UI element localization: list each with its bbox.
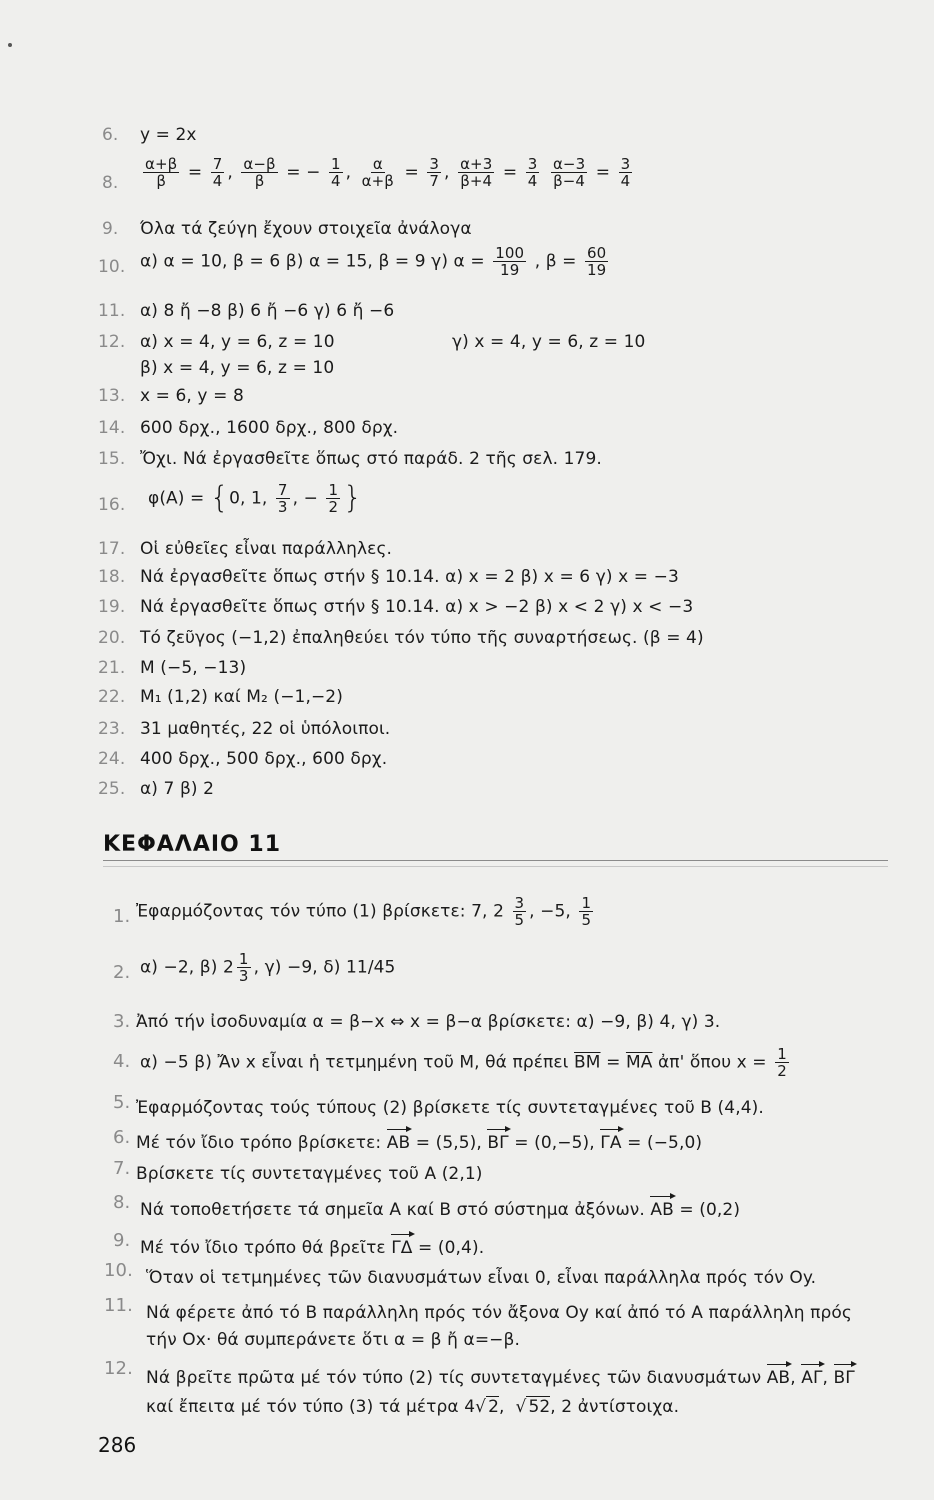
- vector-ab: AB: [766, 1368, 791, 1388]
- answer-number: 18.: [98, 567, 126, 587]
- answer-text: α) x = 4, y = 6, z = 10: [140, 332, 335, 352]
- answer-number: 14.: [98, 418, 126, 438]
- answer-formula: Νά βρεῖτε πρῶτα μέ τόν τύπο (2) τίς συντεταγμένες τῶν διανυσμάτων AB, AΓ, BΓ: [146, 1368, 855, 1388]
- fraction: $\frac{1}{4}$: [330, 155, 341, 190]
- vector-bg: BΓ: [833, 1368, 855, 1388]
- answer-formula: α) −2, β) 2 $\frac{1}{3}$ , γ) −9, δ) 11/45: [140, 950, 396, 985]
- answer-text-part-gamma: γ) x = 4, y = 6, z = 10: [452, 332, 646, 352]
- fraction: $\frac{\alpha+\beta}{\beta}$: [145, 155, 178, 190]
- page-number: 286: [98, 1433, 137, 1457]
- segment-bm: $\overline{BM}$: [574, 1052, 601, 1073]
- answer-text: 400 δρχ., 500 δρχ., 600 δρχ.: [140, 749, 388, 769]
- answer-number: 17.: [98, 539, 126, 559]
- answer-text: Όλα τά ζεύγη ἔχουν στοιχεῖα ἀνάλογα: [140, 219, 472, 239]
- answer-number: 6.: [113, 1127, 131, 1148]
- answer-number: 3.: [113, 1011, 131, 1032]
- chapter-heading: ΚΕΦΑΛΑΙΟ 11: [103, 832, 282, 857]
- answer-formula: $\frac{\alpha+\beta}{\beta}$ = $\frac{7}{4}$ , $\frac{\alpha-\beta}{\beta}$ = − $\frac{1}{4}$ , $\frac{\alpha}{\alpha+\beta}$ = $\frac{3}{7}$ , $\frac{\alpha+3}{\beta+4}$ = $\frac{3}{4}$ $\frac{\alpha-3}{\beta-4}$ = $\frac{3}{4}$: [145, 155, 631, 190]
- fraction: $\frac{\alpha+3}{\beta+4}$: [460, 155, 493, 190]
- answer-text: x = 6, y = 8: [140, 386, 244, 406]
- answer-formula: Νά τοποθετήσετε τά σημεῖα A καί B στό σύστημα ἀξόνων. AB = (0,2): [140, 1200, 741, 1220]
- answer-text: Οἱ εὐθεῖες εἶναι παράλληλες.: [140, 539, 393, 559]
- answer-number: 5.: [113, 1092, 131, 1113]
- answer-number: 9.: [102, 219, 119, 239]
- fraction: $\frac{3}{7}$: [429, 155, 440, 190]
- fraction: $\frac{1}{3}$: [238, 950, 249, 985]
- answer-text: y = 2x: [140, 125, 197, 145]
- fraction: $\frac{3}{4}$: [527, 155, 538, 190]
- answer-text: Ὅταν οἱ τετμημένες τῶν διανυσμάτων εἶναι 0, εἶναι παράλληλα πρός τόν Oy.: [146, 1268, 817, 1288]
- fraction: $\frac{1}{2}$: [328, 481, 339, 516]
- answer-number: 22.: [98, 687, 126, 707]
- answer-formula: καί ἔπειτα μέ τόν τύπο (3) τά μέτρα 4√ 2, √ 52, 2 ἀντίστοιχα.: [146, 1397, 680, 1417]
- answer-number: 9.: [113, 1230, 131, 1251]
- fraction: $\frac{7}{4}$: [212, 155, 223, 190]
- answer-formula: α) α = 10, β = 6 β) α = 15, β = 9 γ) α = $\frac{100}{19}$ , β = $\frac{60}{19}$: [140, 244, 607, 279]
- answer-text: β) x = 4, y = 6, z = 10: [140, 358, 335, 378]
- fraction: $\frac{60}{19}$: [587, 244, 607, 279]
- answer-number: 10.: [98, 257, 126, 277]
- fraction: $\frac{100}{19}$: [495, 244, 525, 279]
- answer-number: 24.: [98, 749, 126, 769]
- vector-ga: ΓA: [600, 1133, 622, 1153]
- fraction: $\frac{1}{2}$: [777, 1045, 787, 1080]
- answer-text: 600 δρχ., 1600 δρχ., 800 δρχ.: [140, 418, 399, 438]
- answer-number: 20.: [98, 628, 126, 648]
- answer-number: 11.: [98, 301, 126, 321]
- answer-text: Νά φέρετε ἀπό τό B παράλληλη πρός τόν ἄξονα Oy καί ἀπό τό A παράλληλη πρός: [146, 1303, 852, 1323]
- answer-text: τήν Ox· θά συμπεράνετε ὅτι α = β ἤ α=−β.: [146, 1330, 520, 1350]
- segment-ma: $\overline{MA}$: [625, 1052, 653, 1073]
- answer-number: 21.: [98, 658, 126, 678]
- sqrt-2: 2: [488, 1397, 499, 1417]
- answer-text: Βρίσκετε τίς συντεταγμένες τοῦ A (2,1): [136, 1164, 483, 1184]
- answer-text: α) 7 β) 2: [140, 779, 215, 799]
- answer-number: 11.: [104, 1295, 133, 1316]
- heading-rule-thin: [103, 866, 888, 867]
- answer-text: M (−5, −13): [140, 658, 247, 678]
- answer-number: 10.: [104, 1260, 133, 1281]
- answer-text: Νά ἐργασθεῖτε ὅπως στήν § 10.14. α) x > −2 β) x < 2 γ) x < −3: [140, 597, 694, 617]
- answer-number: 16.: [98, 495, 126, 515]
- vector-ab: AB: [650, 1200, 674, 1220]
- answer-text: α) 8 ἤ −8 β) 6 ἤ −6 γ) 6 ἤ −6: [140, 301, 395, 321]
- scan-speck: [8, 43, 12, 47]
- answer-text: Νά ἐργασθεῖτε ὅπως στήν § 10.14. α) x = 2 β) x = 6 γ) x = −3: [140, 567, 679, 587]
- answer-number: 15.: [98, 449, 126, 469]
- answer-number: 2.: [113, 962, 131, 983]
- heading-rule: [103, 860, 888, 861]
- answer-formula: α) −5 β) Ἄν x εἶναι ἡ τετμημένη τοῦ M, θά πρέπει $\overline{BM} = \overline{MA}$ ἀπ' ὅπου x = $\frac{1}{2}$: [140, 1045, 787, 1080]
- fraction: $\frac{1}{5}$: [581, 894, 592, 929]
- answer-formula: φ(A) = {0, 1, $\frac{7}{3}$ , − $\frac{1}{2}$ }: [148, 480, 363, 516]
- answer-text: Ἀπό τήν ἰσοδυναμία α = β−x ⇔ x = β−α βρίσκετε: α) −9, β) 4, γ) 3.: [136, 1012, 721, 1032]
- answer-number: 12.: [98, 332, 126, 352]
- fraction: $\frac{3}{4}$: [620, 155, 631, 190]
- answer-formula: Μέ τόν ἴδιο τρόπο θά βρεῖτε ΓΔ = (0,4).: [140, 1238, 485, 1258]
- answer-number: 7.: [113, 1158, 131, 1179]
- answer-number: 25.: [98, 779, 126, 799]
- fraction: $\frac{\alpha-3}{\beta-4}$: [552, 155, 586, 190]
- fraction: $\frac{\alpha}{\alpha+\beta}$: [361, 155, 394, 190]
- answer-text: Ἐφαρμόζοντας τούς τύπους (2) βρίσκετε τίς συντεταγμένες τοῦ B (4,4).: [136, 1098, 764, 1118]
- fraction: $\frac{3}{5}$: [514, 894, 525, 929]
- fraction: $\frac{\alpha-\beta}{\beta}$: [243, 155, 276, 190]
- answer-text: Τό ζεῦγος (−1,2) ἐπαληθεύει τόν τύπο τῆς συναρτήσεως. (β = 4): [140, 628, 704, 648]
- answer-formula: Μέ τόν ἴδιο τρόπο βρίσκετε: AB = (5,5), BΓ = (0,−5), ΓA = (−5,0): [136, 1133, 703, 1153]
- answer-number: 8.: [113, 1192, 131, 1213]
- answer-text: M₁ (1,2) καί M₂ (−1,−2): [140, 687, 343, 707]
- answer-number: 13.: [98, 386, 126, 406]
- answer-number: 12.: [104, 1358, 133, 1379]
- vector-bg: BΓ: [487, 1133, 509, 1153]
- answer-number: 8.: [102, 173, 119, 193]
- vector-ag: AΓ: [801, 1368, 823, 1388]
- vector-ab: AB: [386, 1133, 411, 1153]
- answer-number: 23.: [98, 719, 126, 739]
- answer-number: 19.: [98, 597, 126, 617]
- answer-number: 4.: [113, 1051, 131, 1072]
- answer-number: 6.: [102, 125, 119, 145]
- vector-gd: ΓΔ: [391, 1238, 413, 1258]
- answer-text: 31 μαθητές, 22 οἱ ὑπόλοιποι.: [140, 719, 391, 739]
- answer-formula: Ἐφαρμόζοντας τόν τύπο (1) βρίσκετε: 7, 2 $\frac{3}{5}$ , −5, $\frac{1}{5}$: [136, 894, 592, 929]
- sqrt-52: 52: [528, 1397, 551, 1417]
- fraction: $\frac{7}{3}$: [277, 481, 288, 516]
- answer-number: 1.: [113, 906, 131, 927]
- answer-text: Ὄχι. Νά ἐργασθεῖτε ὅπως στό παράδ. 2 τῆς σελ. 179.: [140, 449, 602, 469]
